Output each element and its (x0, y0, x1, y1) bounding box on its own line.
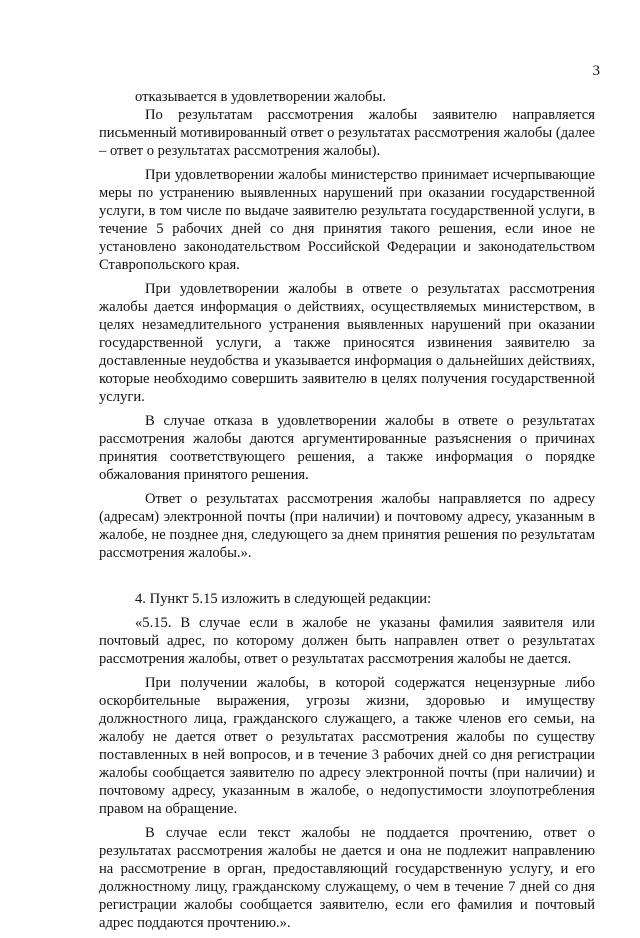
section-spacer (99, 568, 595, 590)
document-body (99, 88, 595, 938)
paragraph-satisfaction-information: При удовлетворении жалобы в ответе о результатах рассмотрения жалобы дается информация о действиях, осуществляемых министерством, в целях незамедлительного устранения выявленных нарушений при оказании государственной услуги, а также приносятся извинения заявителю за доставленные неудобства и указывается информация о дальнейших действиях, которые необходимо совершить заявителю в целях получения государственной услуги. (99, 281, 595, 405)
paragraph-answer-delivery: Ответ о результатах рассмотрения жалобы направляется по адресу (адресам) электронной почты (при наличии) и почтовому адресу, указанным в жалобе, не позднее дня, следующего за днем принятия решения по результатам рассмотрения жалобы.». (99, 491, 595, 561)
paragraph-satisfaction-measures: При удовлетворении жалобы министерство принимает исчерпывающие меры по устранению выявленных нарушений при оказании государственной услуги, в том числе по выдаче заявителю результата государственной услуги, в течение 5 рабочих дней со дня принятия такого решения, если иное не установлено законодательством Российской Федерации и законодательством Ставропольского края. (99, 167, 595, 273)
paragraph-written-answer: По результатам рассмотрения жалобы заявителю направляется письменный мотивированный ответ о результатах рассмотрения жалобы (далее – ответ о результатах рассмотрения жалобы). (99, 107, 595, 159)
paragraph-unreadable-complaint: В случае если текст жалобы не поддается прочтению, ответ о результатах рассмотрения жалобы не дается и она не подлежит направлению на рассмотрение в орган, предоставляющий государственную услугу, и его должностному лицу, гражданскому служащему, о чем в течение 7 дней со дня регистрации жалобы сообщается заявителю, если его фамилия и почтовый адрес поддаются прочтению.». (99, 825, 595, 931)
paragraph-continuation: отказывается в удовлетворении жалобы. (135, 89, 387, 105)
paragraph-5-15: «5.15. В случае если в жалобе не указаны фамилия заявителя или почтовый адрес, по которому должен быть направлен ответ о результатах рассмотрения жалобы, ответ о результатах рассмотрения жалобы не дается. (99, 615, 595, 667)
paragraph-obscene-complaint: При получении жалобы, в которой содержатся нецензурные либо оскорбительные выражения, угрозы жизни, здоровью и имуществу должностного лица, гражданского служащего, а также членов его семьи, на жалобу не дается ответ о результатах рассмотрения жалобы по существу поставленных в ней вопросов, и в течение 3 рабочих дней со дня регистрации жалобы сообщается заявителю по адресу электронной почты (при наличии) и почтовому адресу, указанным в жалобе, о недопустимости злоупотребления правом на обращение. (99, 675, 595, 817)
paragraph-refusal: В случае отказа в удовлетворении жалобы в ответе о результатах рассмотрения жалобы даются аргументированные разъяснения о причинах принятия соответствующего решения, а также информация о порядке обжалования принятого решения. (99, 413, 595, 483)
page-number: 3 (592, 63, 600, 79)
paragraph-item-4: 4. Пункт 5.15 изложить в следующей редакции: (135, 591, 432, 607)
